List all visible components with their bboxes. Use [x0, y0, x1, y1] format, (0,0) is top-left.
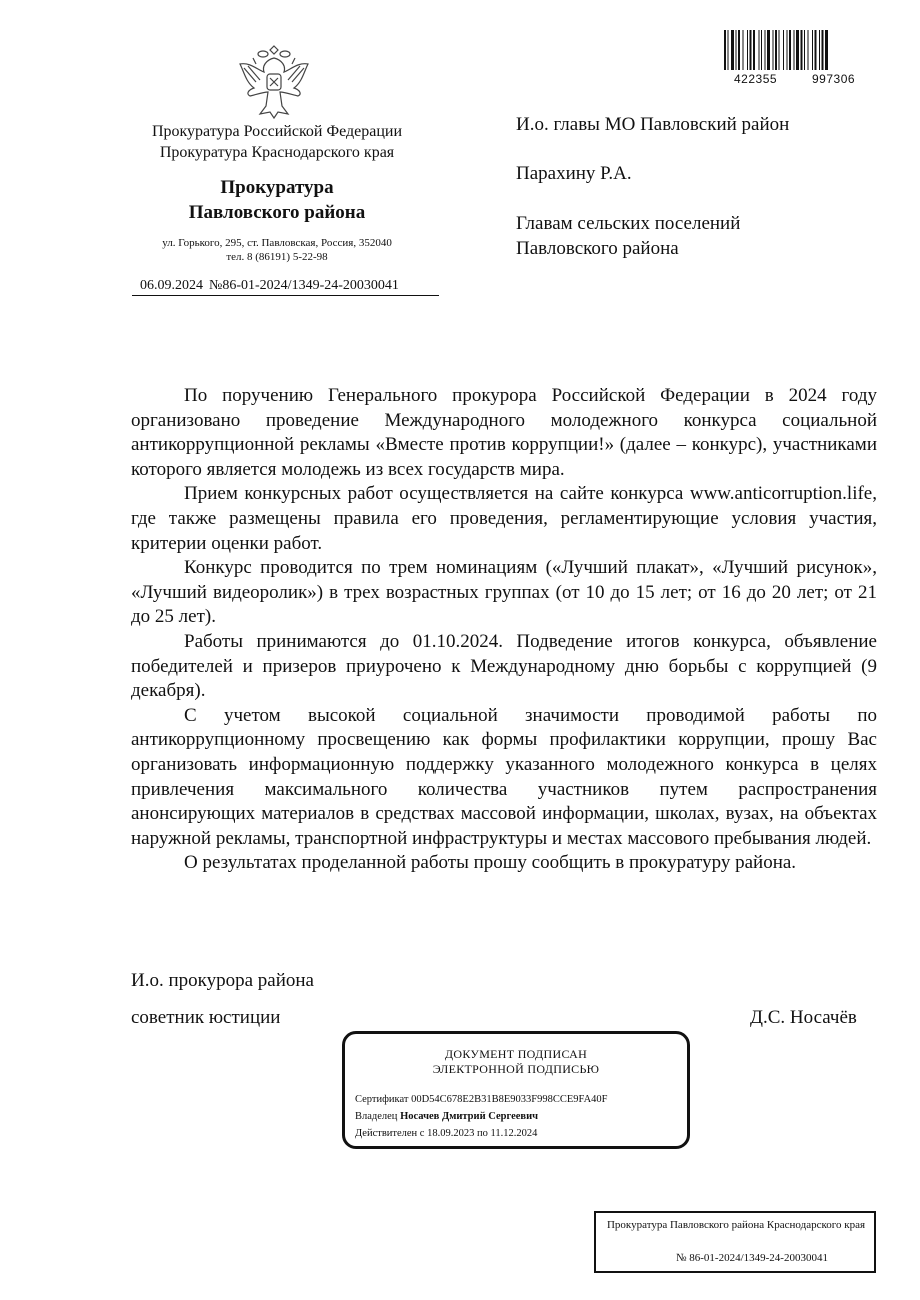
barcode-bar	[819, 30, 820, 70]
paragraph-1: По поручению Генерального прокурора Российской Федерации в 2024 году организовано проведение Международного молодежного конкурса социальной антикоррупционной рекламы «Вместе против коррупции!» (далее – конкурс), участниками которого является молодежь из всех государств мира.	[131, 385, 877, 480]
barcode-bar	[794, 30, 795, 70]
barcode-bar	[750, 30, 752, 70]
barcode-bar	[773, 30, 774, 70]
barcode-bar	[731, 30, 734, 70]
barcode-bar	[808, 30, 809, 70]
barcode-bar	[759, 30, 760, 70]
reg-number: 86-01-2024/1349-24-20030041	[222, 278, 399, 293]
coat-of-arms-icon	[236, 42, 312, 122]
esig-valid-to-label: по	[476, 1128, 488, 1139]
barcode-bar	[767, 30, 770, 70]
signer-position: И.о. прокурора района	[131, 970, 314, 991]
barcode-bar	[783, 30, 784, 70]
header-prosecutor-krai: Прокуратура Краснодарского края	[159, 144, 395, 161]
esig-valid-label: Действителен с	[355, 1128, 425, 1139]
esig-title-line1: ДОКУМЕНТ ПОДПИСАН	[444, 1047, 588, 1061]
barcode-bar	[796, 30, 799, 70]
barcode-bar	[801, 30, 803, 70]
barcode-bar	[736, 30, 737, 70]
registration-stamp	[594, 1211, 876, 1273]
addressee-settlements-line1: Главам сельских поселений	[516, 213, 741, 234]
esig-cert-value: 00D54C678E2B31B8E9033F998CCE9FA40F	[411, 1094, 608, 1105]
paragraph-2: Прием конкурсных работ осуществляется на сайте конкурса www.anticorruption.life, где также размещены правила его проведения, регламентирующие условия участия, критерии оценки работ.	[131, 483, 877, 554]
stamp-org: Прокуратура Павловского района Краснодарского края	[606, 1219, 866, 1231]
org-title-line2: Павловского района	[188, 202, 366, 223]
barcode-bar	[743, 30, 744, 70]
barcode-bar	[775, 30, 777, 70]
paragraph-3: Конкурс проводится по трем номинациям («Лучший плакат», «Лучший рисунок», «Лучший видеоролик») в трех возрастных группах (от 10 до 15 лет; от 16 до 20 лет; от 21 до 25 лет).	[131, 557, 877, 628]
barcode-bar	[789, 30, 791, 70]
barcode-bar	[765, 30, 766, 70]
signer-rank: советник юстиции	[131, 1007, 281, 1028]
esig-validity	[355, 1128, 537, 1139]
paragraph-6: О результатах проделанной работы прошу сообщить в прокуратуру района.	[184, 852, 797, 874]
barcode-bar	[787, 30, 788, 70]
barcode-bar	[761, 30, 762, 70]
esig-owner-value: Носачев Дмитрий Сергеевич	[400, 1111, 539, 1122]
addressee-settlements-line2: Павловского района	[516, 238, 679, 259]
barcode-bar	[724, 30, 726, 70]
barcode-number-left: 422355	[734, 72, 778, 86]
esig-cert-label: Сертификат	[355, 1094, 409, 1105]
barcode-bar	[738, 30, 740, 70]
barcode-bar	[747, 30, 748, 70]
signer-name: Д.С. Носачёв	[750, 1007, 857, 1028]
barcode-bar	[822, 30, 824, 70]
stamp-number: № 86-01-2024/1349-24-20030041	[676, 1252, 828, 1264]
paragraph-4: Работы принимаются до 01.10.2024. Подведение итогов конкурса, объявление победителей и призеров приурочено к Международному дню борьбы с коррупцией (9 декабря).	[131, 630, 877, 702]
electronic-signature-stamp	[342, 1031, 690, 1149]
addressee-name: Парахину Р.А.	[516, 163, 632, 184]
letter-body	[131, 384, 877, 876]
barcode-bar	[815, 30, 817, 70]
esig-certificate	[355, 1094, 608, 1105]
reg-date: 06.09.2024	[140, 278, 203, 293]
addressee-head: И.о. главы МО Павловский район	[516, 114, 790, 135]
barcode-bar	[812, 30, 813, 70]
esig-owner	[355, 1111, 538, 1122]
esig-valid-to: 11.12.2024	[490, 1128, 538, 1139]
org-address: ул. Горького, 295, ст. Павловская, Россия, 352040	[162, 237, 392, 249]
barcode-number-right: 997306	[812, 72, 856, 86]
barcode-bar	[779, 30, 780, 70]
barcode-bar	[728, 30, 729, 70]
barcode-bar	[804, 30, 805, 70]
org-phone: тел. 8 (86191) 5-22-98	[226, 251, 328, 263]
reg-number-sign: №	[209, 278, 223, 293]
barcode-bar	[825, 30, 828, 70]
header-prosecutor-rf: Прокуратура Российской Федерации	[151, 123, 403, 140]
esig-title-line2: ЭЛЕКТРОННОЙ ПОДПИСЬЮ	[432, 1062, 600, 1076]
registration-line	[132, 278, 439, 296]
esig-valid-from: 18.09.2023	[427, 1128, 475, 1139]
esig-owner-label: Владелец	[355, 1111, 398, 1122]
barcode-bar	[753, 30, 755, 70]
org-title-line1: Прокуратура	[220, 177, 334, 198]
paragraph-5: С учетом высокой социальной значимости проводимой работы по антикоррупционному просвещению как формы профилактики коррупции, прошу Вас организовать информационную поддержку указанного молодежного конкурса в целях привлечения максимального количества участников путем распространения анонсирующих материалов в средствах массовой информации, школах, вузах, на объектах наружной рекламы, транспортной инфраструктуры и местах массового пребывания людей.	[131, 704, 877, 849]
